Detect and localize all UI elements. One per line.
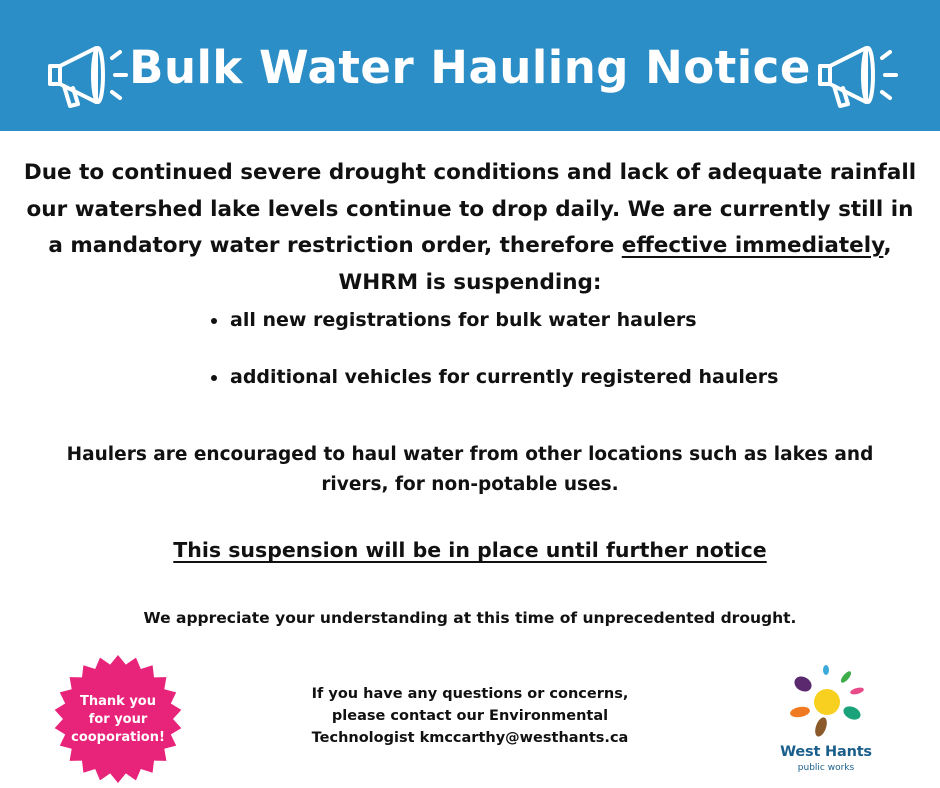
intro-text: Due to continued severe drought conditions and lack of adequate rainfall our watershed lake levels continue to drop daily. We are currently still in a mandatory water restriction order, therefore xyxy=(23,160,917,258)
appreciation-text: We appreciate your understanding at this time of unprecedented drought. xyxy=(143,609,797,627)
badge-line: cooporation! xyxy=(71,730,165,745)
suspension-notice: This suspension will be in place until further notice xyxy=(173,538,767,562)
page-title: Bulk Water Hauling Notice xyxy=(129,41,811,94)
badge-line: for your xyxy=(88,712,148,727)
intro-text-end: , WHRM is suspending: xyxy=(338,233,892,295)
suspension-list xyxy=(210,306,830,392)
badge-line: Thank you xyxy=(80,694,156,709)
megaphone-icon xyxy=(814,40,906,116)
effective-immediately-emphasis: effective immediately xyxy=(621,233,884,258)
contact-line: If you have any questions or concerns, xyxy=(311,686,629,702)
logo-name: West Hants xyxy=(780,744,872,760)
intro-paragraph xyxy=(20,155,920,301)
west-hants-logo xyxy=(776,660,886,780)
header-banner xyxy=(0,0,940,131)
thank-you-badge xyxy=(52,653,184,785)
logo-subtitle: public works xyxy=(797,763,855,773)
badge-text xyxy=(52,693,184,747)
sun-logo-icon xyxy=(776,660,876,744)
haulers-paragraph: Haulers are encouraged to haul water from other locations such as lakes and rivers, for non-potable uses. xyxy=(66,444,874,495)
list-item: additional vehicles for currently registered haulers xyxy=(210,363,830,392)
contact-info xyxy=(280,683,660,749)
contact-line-email: Technologist kmccarthy@westhants.ca xyxy=(311,730,629,746)
contact-line: please contact our Environmental xyxy=(331,708,609,724)
list-item: all new registrations for bulk water haulers xyxy=(210,306,830,335)
